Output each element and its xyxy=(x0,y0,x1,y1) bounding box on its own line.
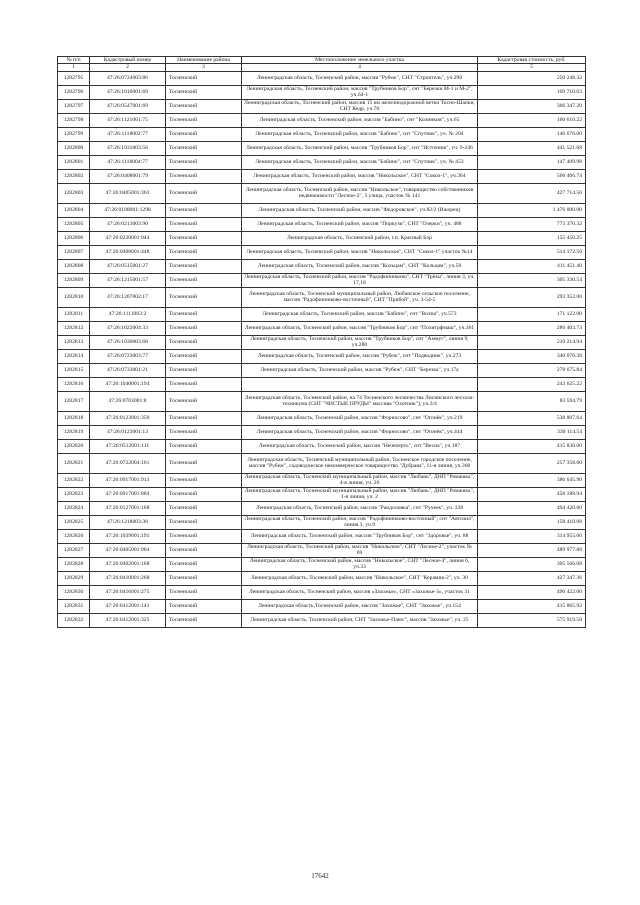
column-number-2: 2 xyxy=(90,64,166,71)
location-cell: Ленинградская область, Тосненский муниципальный район, массив "Любань", ДНП "Ромашка", 4-я линия, уч. 26 xyxy=(242,473,478,487)
row-number-cell: 1282804 xyxy=(58,203,90,217)
cadastral-number-cell: 47:26:1121001:75 xyxy=(90,113,166,127)
table-row xyxy=(58,203,586,217)
location-cell: Ленинградская область, Тосненский район, массив "Никольское", СНТ "Керамик-2", уч. 30 xyxy=(242,571,478,585)
cadastral-number-cell: 47:26:1218003:36 xyxy=(90,515,166,529)
table-row xyxy=(58,127,586,141)
district-cell: Тосненский xyxy=(166,473,242,487)
table-row xyxy=(58,287,586,307)
row-number-cell: 1282830 xyxy=(58,585,90,599)
location-cell: Ленинградская область, Тосненский район, массив "Рандоловка", снт "Ручеек", уч. 338 xyxy=(242,501,478,515)
table-row xyxy=(58,377,586,391)
table-row xyxy=(58,439,586,453)
district-cell: Тосненский xyxy=(166,439,242,453)
cadastral-number-cell: 47:26:1207002:17 xyxy=(90,287,166,307)
district-cell: Тосненский xyxy=(166,391,242,411)
district-cell: Тосненский xyxy=(166,425,242,439)
row-number-cell: 1282826 xyxy=(58,529,90,543)
location-cell: Ленинградская область, Тосненский район, массив "Трубников Бор", снт "Здоровье", уч. 88 xyxy=(242,529,478,543)
table-row xyxy=(58,599,586,613)
location-cell: Ленинградская область, Тосненский район, массив "Радофинниково-восточный", снт "Автозил", линия 3, уч.9 xyxy=(242,515,478,529)
cadastral-number-cell: 47:26:1039001:191 xyxy=(90,529,166,543)
cadastral-value-cell: 155 450.25 xyxy=(478,231,586,245)
location-cell: Ленинградская область, Тосненский район, массив "Никольское", СНТ "Сокол-1", уч.364 xyxy=(242,169,478,183)
cadastral-value-cell: 496 422.00 xyxy=(478,585,586,599)
row-number-cell: 1282796 xyxy=(58,85,90,99)
cadastral-number-cell: 47:26:0123001:13 xyxy=(90,425,166,439)
table-row xyxy=(58,273,586,287)
table-row xyxy=(58,425,586,439)
header-cell-value: Кадастровая стоимость, руб. xyxy=(478,57,586,64)
table-row xyxy=(58,529,586,543)
cadastral-value-cell: 494 420.00 xyxy=(478,501,586,515)
table-body xyxy=(58,71,586,627)
district-cell: Тосненский xyxy=(166,529,242,543)
row-number-cell: 1282825 xyxy=(58,515,90,529)
cadastral-value-cell: 160 610.22 xyxy=(478,113,586,127)
page-number: 17642 xyxy=(311,872,329,880)
cadastral-number-cell: 47:26:0703001:8 xyxy=(90,391,166,411)
location-cell: Ленинградская область, Тосненский район, массив "Федоровское", уч.82/2 (Ижорец) xyxy=(242,203,478,217)
row-number-cell: 1282807 xyxy=(58,245,90,259)
row-number-cell: 1282812 xyxy=(58,321,90,335)
row-number-cell: 1282811 xyxy=(58,307,90,321)
location-cell: Ленинградская область, Тосненский район, массив «Захожье», СНТ «Захожье-3», участок 31 xyxy=(242,585,478,599)
table-row xyxy=(58,543,586,557)
district-cell: Тосненский xyxy=(166,155,242,169)
cadastral-value-cell: 305 330.54 xyxy=(478,273,586,287)
row-number-cell: 1282815 xyxy=(58,363,90,377)
district-cell: Тосненский xyxy=(166,183,242,203)
cadastral-value-cell: 340 070.38 xyxy=(478,349,586,363)
table-row xyxy=(58,231,586,245)
district-cell: Тосненский xyxy=(166,85,242,99)
cadastral-value-cell: 386 645.90 xyxy=(478,473,586,487)
location-cell: Ленинградская область, Тосненский район, массив "Нечеперть", снт "Весна", уч.187 xyxy=(242,439,478,453)
cadastral-value-table xyxy=(57,56,585,628)
cadastral-value-cell: 250 248.32 xyxy=(478,71,586,85)
cadastral-value-cell: 243 625.22 xyxy=(478,377,586,391)
cadastral-value-cell: 415 830.00 xyxy=(478,439,586,453)
cadastral-number-cell: 47:26:1022004:33 xyxy=(90,321,166,335)
district-cell: Тосненский xyxy=(166,613,242,627)
row-number-cell: 1282802 xyxy=(58,169,90,183)
district-cell: Тосненский xyxy=(166,71,242,85)
cadastral-number-cell: 47:26:0108001:1298 xyxy=(90,203,166,217)
row-number-cell: 1282803 xyxy=(58,183,90,203)
location-cell: Ленинградская область, Тосненский район, массив "Рубеж", СНТ "Строитель", уч.290 xyxy=(242,71,478,85)
cadastral-value-cell: 83 594.79 xyxy=(478,391,586,411)
cadastral-number-cell: 47:26:0722004:161 xyxy=(90,453,166,473)
row-number-cell: 1282824 xyxy=(58,501,90,515)
location-cell: Ленинградская область, Тосненский район, СНТ "Захожье-Плюс", массив "Захожье", уч. 25 xyxy=(242,613,478,627)
location-cell: Ленинградская область, Тосненский муниципальный район, Любанское сельское поселение, массив "Радофинниково-восточный", СНТ "Прибой", уч. 3-54-5 xyxy=(242,287,478,307)
location-cell: Ленинградская область, Тосненский район, массив "Трубников Бор", снт "Аммуг", линия 9, уч.280 xyxy=(242,335,478,349)
district-cell: Тосненский xyxy=(166,169,242,183)
row-number-cell: 1282816 xyxy=(58,377,90,391)
table-row xyxy=(58,391,586,411)
location-cell: Ленинградская область, Тосненский район, на 74 Тосненского лесничества Лисинского лесхоза-техникума (СНТ "ЧИСТЫЕ ПРУДЫ" массива "Охотник"), уч.3/4 xyxy=(242,391,478,411)
table-row xyxy=(58,515,586,529)
row-number-cell: 1282800 xyxy=(58,141,90,155)
table-row xyxy=(58,335,586,349)
header-cell-cadastral: Кадастровый номер xyxy=(90,57,166,64)
location-cell: Ленинградская область, Тосненский район, массив "Рубеж", СНТ "Березка", уч.17а xyxy=(242,363,478,377)
cadastral-number-cell: 47:26:0410001:268 xyxy=(90,571,166,585)
cadastral-value-cell: 411 451.40 xyxy=(478,259,586,273)
location-cell: Ленинградская область, Тосненский район, массив "Форносово", снт "Огонёк", уч.219 xyxy=(242,411,478,425)
location-cell: Ленинградская область, Тосненский район, массив "Поркузи", СНТ "Озерки", уч. 488 xyxy=(242,217,478,231)
row-number-cell: 1282820 xyxy=(58,439,90,453)
column-number-5: 5 xyxy=(478,64,586,71)
cadastral-number-cell: 47:26:1215001:57 xyxy=(90,273,166,287)
table-row xyxy=(58,155,586,169)
cadastral-value-cell: 489 977.88 xyxy=(478,543,586,557)
table-row xyxy=(58,453,586,473)
location-cell: Ленинградская область, Тосненский район, массив 15 км железнодорожной ветки Тосно-Шапки, СНТ Кедр, уч.70 xyxy=(242,99,478,113)
district-cell: Тосненский xyxy=(166,377,242,391)
table-row xyxy=(58,71,586,85)
cadastral-value-cell: 330 114.54 xyxy=(478,425,586,439)
location-cell: Ленинградская область, Тосненский район, массив "Радофинниково", СНТ "Трёзы", линия 3, уч. 17,18 xyxy=(242,273,478,287)
table-row xyxy=(58,487,586,501)
cadastral-number-cell: 47:26:0405001:904 xyxy=(90,543,166,557)
row-number-cell: 1282797 xyxy=(58,99,90,113)
district-cell: Тосненский xyxy=(166,543,242,557)
cadastral-value-cell: 257 358.00 xyxy=(478,453,586,473)
location-cell: Ленинградская область, Тосненский район, массив "Форносово", снт "Огонёк", уч.444 xyxy=(242,425,478,439)
cadastral-value-cell: 427 347.36 xyxy=(478,571,586,585)
cadastral-number-cell: 47:26:1111003:2 xyxy=(90,307,166,321)
cadastral-value-cell: 566 466.74 xyxy=(478,169,586,183)
district-cell: Тосненский xyxy=(166,245,242,259)
row-number-cell: 1282806 xyxy=(58,231,90,245)
row-number-cell: 1282819 xyxy=(58,425,90,439)
row-number-cell: 1282832 xyxy=(58,613,90,627)
cadastral-number-cell: 47:26:0724003:86 xyxy=(90,71,166,85)
district-cell: Тосненский xyxy=(166,113,242,127)
cadastral-value-cell: 427 714.56 xyxy=(478,183,586,203)
district-cell: Тосненский xyxy=(166,307,242,321)
row-number-cell: 1282805 xyxy=(58,217,90,231)
cadastral-value-cell: 286 403.73 xyxy=(478,321,586,335)
header-cell-district: Наименование района xyxy=(166,57,242,64)
cadastral-number-cell: 47:26:0123001:350 xyxy=(90,411,166,425)
location-cell: Ленинградская область, Тосненский район, г.п. Красный Бор xyxy=(242,231,478,245)
district-cell: Тосненский xyxy=(166,99,242,113)
cadastral-number-cell: 47:26:0402001:168 xyxy=(90,557,166,571)
cadastral-value-cell: 169 710.03 xyxy=(478,85,586,99)
cadastral-number-cell: 47:26:1118004:77 xyxy=(90,155,166,169)
location-cell: Ленинградская область, Тосненский район, массив "Бабино", снт "Спутник", уч. № 453 xyxy=(242,155,478,169)
table-row xyxy=(58,557,586,571)
table-row xyxy=(58,349,586,363)
table-row xyxy=(58,501,586,515)
row-number-cell: 1282808 xyxy=(58,259,90,273)
district-cell: Тосненский xyxy=(166,585,242,599)
location-cell: Ленинградская область, Тосненский муниципальный район, массив "Любань", ДНП "Ромашка", 1-я линия, уч. 2 xyxy=(242,487,478,501)
cadastral-value-cell: 538 807.64 xyxy=(478,411,586,425)
row-number-cell: 1282829 xyxy=(58,571,90,585)
district-cell: Тосненский xyxy=(166,127,242,141)
table-row xyxy=(58,113,586,127)
location-cell: Ленинградская область, Тосненский муниципальный район, Тосненское городское поселение, массив "Рубеж", садоводческое некоммерческое товарищество "Дубрава", 11-я линия, уч.360 xyxy=(242,453,478,473)
cadastral-number-cell: 47:26:0917001:884 xyxy=(90,487,166,501)
row-number-cell: 1282801 xyxy=(58,155,90,169)
district-cell: Тосненский xyxy=(166,501,242,515)
cadastral-number-cell: 47:26:0416001:275 xyxy=(90,585,166,599)
district-cell: Тосненский xyxy=(166,259,242,273)
district-cell: Тосненский xyxy=(166,363,242,377)
location-cell: Ленинградская область, Тосненский район, массив "Трубников Бор", снт "Источник", уч. 9-246 xyxy=(242,141,478,155)
row-number-cell: 1282831 xyxy=(58,599,90,613)
column-number-row xyxy=(58,64,586,71)
district-cell: Тосненский xyxy=(166,231,242,245)
cadastral-value-cell: 1 476 000.00 xyxy=(478,203,586,217)
district-cell: Тосненский xyxy=(166,273,242,287)
cadastral-number-cell: 47:26:1030003:68 xyxy=(90,335,166,349)
district-cell: Тосненский xyxy=(166,487,242,501)
column-number-3: 3 xyxy=(166,64,242,71)
table-row xyxy=(58,307,586,321)
district-cell: Тосненский xyxy=(166,217,242,231)
location-cell: Ленинградская область, Тосненский район, массив "Никольское", СНТ "Лесное-2", участок № 69 xyxy=(242,543,478,557)
cadastral-number-cell: 47:26:1040001:194 xyxy=(90,377,166,391)
district-cell: Тосненский xyxy=(166,557,242,571)
row-number-cell: 1282822 xyxy=(58,473,90,487)
location-cell: Ленинградская область, Тосненский район, массив "Бабино", снт "Волна", уч.573 xyxy=(242,307,478,321)
location-cell: Ленинградская область,Тосненский район, массив "Захожье", СНТ "Захожье", уч.154 xyxy=(242,599,478,613)
district-cell: Тосненский xyxy=(166,141,242,155)
cadastral-value-cell: 458 188.94 xyxy=(478,487,586,501)
cadastral-value-cell: 441 521.68 xyxy=(478,141,586,155)
row-number-cell: 1282821 xyxy=(58,453,90,473)
cadastral-number-cell: 47:26:0547001:69 xyxy=(90,99,166,113)
cadastral-value-cell: 514 172.56 xyxy=(478,245,586,259)
location-cell: Ленинградская область, Тосненский район, массив "Никольское", товарищество собственников недвижимости "Лесное-2", 5 улица, участок № 141 xyxy=(242,183,478,203)
table-row xyxy=(58,217,586,231)
district-cell: Тосненский xyxy=(166,599,242,613)
table-row xyxy=(58,169,586,183)
district-cell: Тосненский xyxy=(166,411,242,425)
table-row xyxy=(58,571,586,585)
cadastral-number-cell: 47:26:0408001:79 xyxy=(90,169,166,183)
cadastral-value-cell: 146 676.00 xyxy=(478,127,586,141)
table-row xyxy=(58,183,586,203)
cadastral-number-cell: 47:26:0412001:141 xyxy=(90,599,166,613)
row-number-cell: 1282817 xyxy=(58,391,90,411)
header-row xyxy=(58,57,586,64)
cadastral-number-cell: 47:26:0213003:90 xyxy=(90,217,166,231)
table-row xyxy=(58,411,586,425)
row-number-cell: 1282810 xyxy=(58,287,90,307)
cadastral-value-cell: 147 409.98 xyxy=(478,155,586,169)
location-cell: Ленинградская область, Тосненский район, массив "Рубеж", снт "Подводник", уч.273 xyxy=(242,349,478,363)
location-cell xyxy=(242,377,478,391)
cadastral-value-cell: 773 370.32 xyxy=(478,217,586,231)
location-cell: Ленинградская область, Тосненский район, массив "Кольцам", СНТ "Кольцам", уч.50 xyxy=(242,259,478,273)
table-row xyxy=(58,363,586,377)
row-number-cell: 1282814 xyxy=(58,349,90,363)
data-table xyxy=(57,56,586,628)
cadastral-value-cell: 314 955.66 xyxy=(478,529,586,543)
cadastral-value-cell: 210 214.94 xyxy=(478,335,586,349)
location-cell: Ленинградская область, Тосненский район, массив "Трубников Бор", снт "Политрфмаш", уч.361 xyxy=(242,321,478,335)
row-number-cell: 1282795 xyxy=(58,71,90,85)
row-number-cell: 1282828 xyxy=(58,557,90,571)
table-row xyxy=(58,141,586,155)
cadastral-number-cell: 47:26:1118002:77 xyxy=(90,127,166,141)
header-cell-num: № п/п xyxy=(58,57,90,64)
table-row xyxy=(58,85,586,99)
column-number-1: 1 xyxy=(58,64,90,71)
location-cell: Ленинградская область, Тосненский район, массив "Никольское", СНТ "Лесное-4", линия 6, уч.33 xyxy=(242,557,478,571)
row-number-cell: 1282818 xyxy=(58,411,90,425)
cadastral-number-cell: 47:26:0723003:77 xyxy=(90,349,166,363)
cadastral-number-cell: 47:26:1016001:69 xyxy=(90,85,166,99)
district-cell: Тосненский xyxy=(166,321,242,335)
row-number-cell: 1282809 xyxy=(58,273,90,287)
cadastral-number-cell: 47:26:0515001:27 xyxy=(90,259,166,273)
district-cell: Тосненский xyxy=(166,515,242,529)
table-row xyxy=(58,613,586,627)
table-row xyxy=(58,321,586,335)
cadastral-number-cell: 47:26:0733001:21 xyxy=(90,363,166,377)
cadastral-value-cell: 171 122.00 xyxy=(478,307,586,321)
cadastral-number-cell: 47:26:0405001:363 xyxy=(90,183,166,203)
cadastral-value-cell: 293 352.00 xyxy=(478,287,586,307)
header-cell-location: Местоположение земельного участка xyxy=(242,57,478,64)
column-number-4: 4 xyxy=(242,64,478,71)
table-row xyxy=(58,245,586,259)
location-cell: Ленинградская область, Тосненский район, массив "Бабино", снт "Колинкия", уч.65 xyxy=(242,113,478,127)
cadastral-value-cell: 415 865.92 xyxy=(478,599,586,613)
district-cell: Тосненский xyxy=(166,349,242,363)
row-number-cell: 1282798 xyxy=(58,113,90,127)
cadastral-value-cell: 366 347.20 xyxy=(478,99,586,113)
table-row xyxy=(58,473,586,487)
cadastral-number-cell: 47:26:0512001:111 xyxy=(90,439,166,453)
cadastral-value-cell: 158 410.08 xyxy=(478,515,586,529)
cadastral-number-cell: 47:26:0220001:944 xyxy=(90,231,166,245)
cadastral-number-cell: 47:26:1031003:56 xyxy=(90,141,166,155)
location-cell: Ленинградская область, Тосненский район, массив "Бабино", снт "Спутник", уч. № 204 xyxy=(242,127,478,141)
cadastral-value-cell: 575 919.58 xyxy=(478,613,586,627)
table-row xyxy=(58,259,586,273)
location-cell: Ленинградская область, Тосненский район, массив "Никольское", СНТ "Сокол-1" участок №14 xyxy=(242,245,478,259)
row-number-cell: 1282823 xyxy=(58,487,90,501)
cadastral-number-cell: 47:26:0408001:448 xyxy=(90,245,166,259)
row-number-cell: 1282813 xyxy=(58,335,90,349)
district-cell: Тосненский xyxy=(166,453,242,473)
district-cell: Тосненский xyxy=(166,203,242,217)
district-cell: Тосненский xyxy=(166,335,242,349)
table-row xyxy=(58,585,586,599)
location-cell: Ленинградская область, Тосненский район, массив "Трубников Бор", снт "Березки М-1 и М-2", уч.64-1 xyxy=(242,85,478,99)
district-cell: Тосненский xyxy=(166,571,242,585)
cadastral-value-cell: 305 566.08 xyxy=(478,557,586,571)
row-number-cell: 1282827 xyxy=(58,543,90,557)
table-row xyxy=(58,99,586,113)
cadastral-number-cell: 47:26:0917001:913 xyxy=(90,473,166,487)
district-cell: Тосненский xyxy=(166,287,242,307)
cadastral-number-cell: 47:26:0127001:168 xyxy=(90,501,166,515)
cadastral-number-cell: 47:26:0412001:325 xyxy=(90,613,166,627)
cadastral-value-cell: 278 675.84 xyxy=(478,363,586,377)
row-number-cell: 1282799 xyxy=(58,127,90,141)
